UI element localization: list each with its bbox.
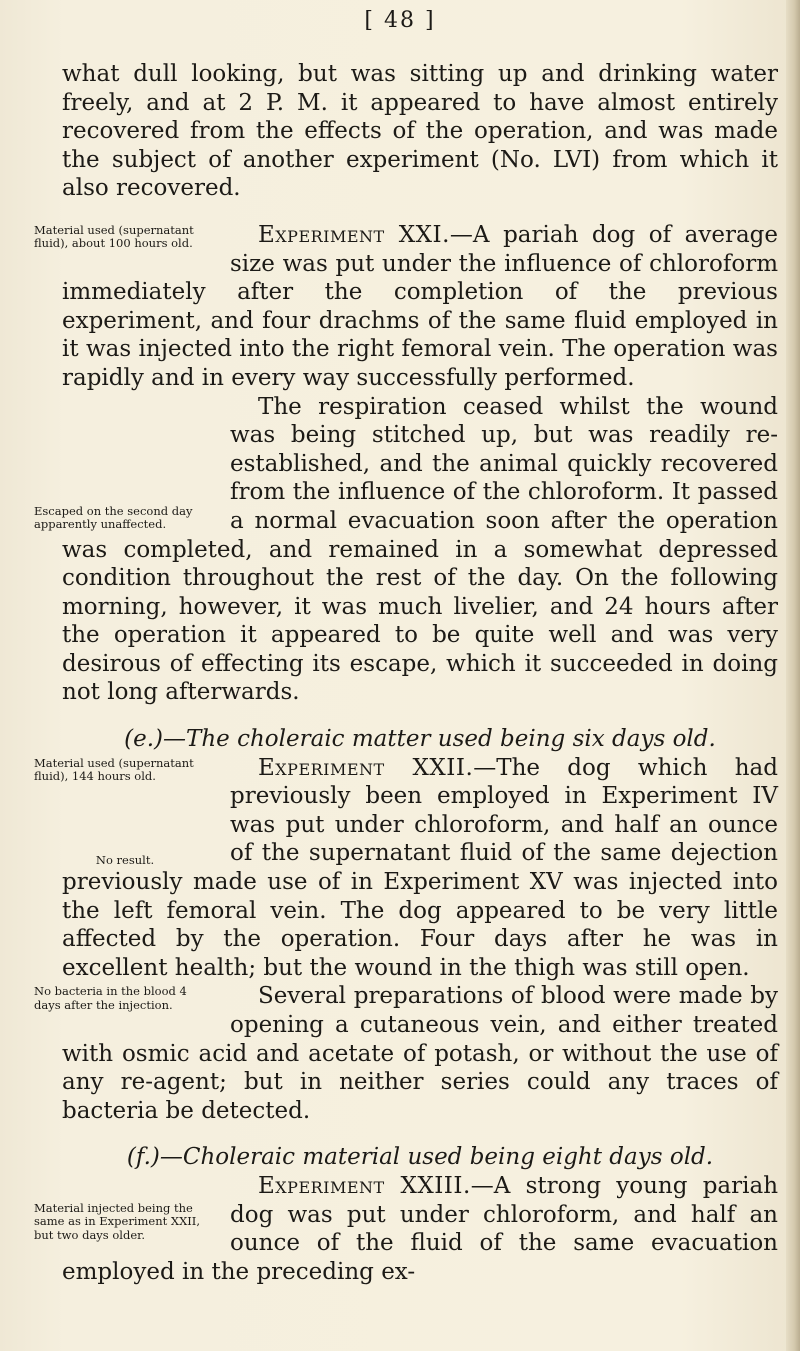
experiment-21-heading: Experiment XXI. [258, 221, 450, 248]
experiment-23-paragraph [34, 1172, 779, 1286]
subheading-f-text: —Choleraic material used being eight days old. [159, 1144, 714, 1171]
subheading-f-label: (f.) [126, 1144, 160, 1171]
paragraph-continuation: what dull looking, but was sitting up and drinking water freely, and at 2 P. M. it appeared to have almost entirely recovered from the effects of the operation, and was made the subject of another experiment (No. LVI) from which it also recovered. [62, 61, 778, 202]
experiment-22-blood-text: Several preparations of blood were made by opening a cutaneous vein, and either treated with osmic acid and acetate of potash, or without the use of any re-agent; but in neither series could any traces of bacteria be detected. [62, 983, 778, 1124]
experiment-21-text: —A pariah dog of average size was put under the influence of chloroform immediately after the completion of the previous experiment, and four drachms of the same fluid employed in it was injected into the right femoral vein. The operation was rapidly and in every way successfully performed. [62, 221, 778, 391]
experiment-21-paragraph [34, 221, 778, 393]
margin-note-material-xxii: Material injected being the same as in Experiment XXII, but two days older. [34, 1200, 201, 1242]
margin-note-material-144h: Material used (supernatant fluid), 144 hours old. [34, 755, 194, 784]
page-edge [786, 0, 800, 1351]
experiment-21-continuation [34, 393, 778, 708]
subheading-e-text: —The choleraic matter used being six days old. [163, 726, 716, 753]
subheading-f [62, 1143, 778, 1172]
margin-note-no-result: No result. [95, 852, 155, 867]
body-text [34, 60, 779, 1286]
subheading-e-label: (e.) [124, 726, 164, 753]
page-number: [ 48 ] [364, 8, 436, 33]
subheading-e [62, 725, 778, 754]
experiment-23-text: —A strong young pariah dog was put under chloroform, and half an ounce of the fluid of the same evacuation employed in the preceding ex- [62, 1172, 779, 1285]
experiment-23-heading: Experiment XXIII. [258, 1172, 471, 1199]
experiment-21-respiration-text: The respiration ceased whilst the wound was being stitched up, but was readily re-established, and the animal quickly recovered from the influence of the chloroform. It passed a normal evacuation soon after the operation was completed, and remained in a somewhat depressed condition throughout the rest of the day. On the following morning, however, it was much livelier, and 24 hours after the operation it appeared to be quite well and was very desirous of effecting its escape, which it succeeded in doing not long afterwards. [62, 393, 778, 706]
margin-note-material-100h: Material used (supernatant fluid), about 100 hours old. [34, 222, 194, 251]
experiment-22-text: —The dog which had previously been employed in Experiment IV was put under chloroform, and half an ounce of the supernatant fluid of the same dejection previously made use of in Experiment XV was injected into the left femoral vein. The dog appeared to be very little affected by the operation. Four days after he was in excellent health; but the wound in the thigh was still open. [62, 754, 778, 981]
experiment-22-heading: Experiment XXII. [258, 754, 474, 781]
margin-note-escaped: Escaped on the second day apparently unaffected. [34, 503, 193, 532]
experiment-22-continuation [34, 982, 778, 1125]
margin-note-no-bacteria: No bacteria in the blood 4 days after the injection. [34, 984, 187, 1012]
experiment-22-paragraph [34, 754, 778, 983]
